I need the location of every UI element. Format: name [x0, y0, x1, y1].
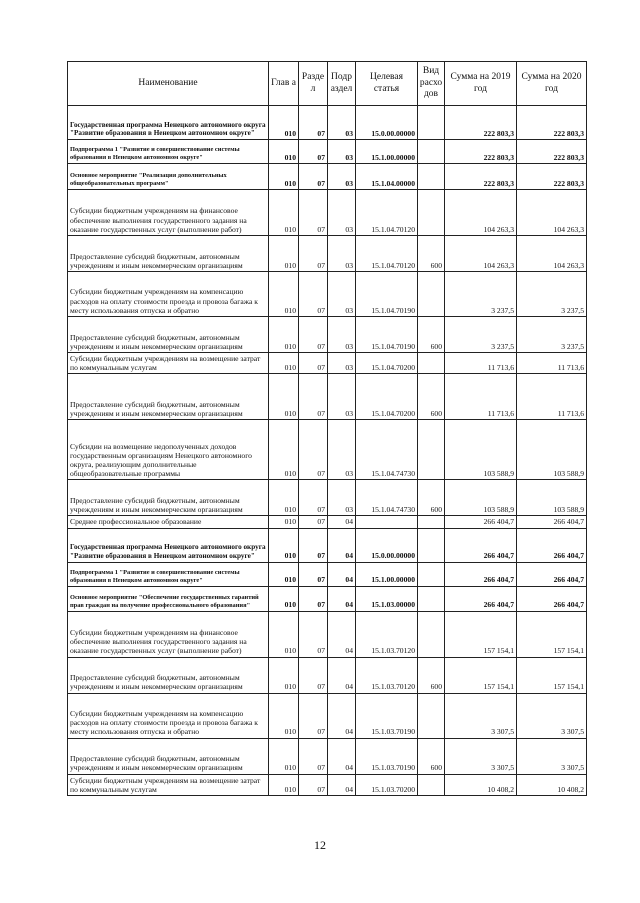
row-sum-2019: 3 237,5: [445, 317, 517, 353]
row-sum-2019: 266 404,7: [445, 586, 517, 611]
row-glava: 010: [269, 140, 299, 164]
row-podrazdel: 03: [328, 480, 356, 516]
row-podrazdel: 03: [328, 190, 356, 236]
row-name: Субсидии бюджетным учреждениям на финансовое обеспечение выполнения государственного задания на оказание государственных услуг (выполнение работ): [68, 611, 269, 657]
row-glava: 010: [269, 657, 299, 693]
header-name: Наименование: [68, 62, 269, 106]
table-row: [68, 586, 587, 611]
row-sum-2019: 3 307,5: [445, 693, 517, 738]
row-statya: 15.1.04.70190: [356, 272, 418, 317]
table-row: [68, 738, 587, 774]
table-row: [68, 611, 587, 657]
row-statya: 15.1.00.00000: [356, 140, 418, 164]
row-sum-2019: 157 154,1: [445, 611, 517, 657]
row-vid: [418, 586, 445, 611]
row-name: Субсидии бюджетным учреждениям на финансовое обеспечение выполнения государственного задания на оказание государственных услуг (выполнение работ): [68, 190, 269, 236]
row-sum-2020: 104 263,3: [517, 190, 587, 236]
row-sum-2020: 103 588,9: [517, 480, 587, 516]
row-podrazdel: 03: [328, 164, 356, 190]
row-podrazdel: 03: [328, 353, 356, 374]
row-sum-2020: 103 588,9: [517, 420, 587, 480]
table-row: [68, 420, 587, 480]
row-glava: 010: [269, 516, 299, 528]
row-glava: 010: [269, 586, 299, 611]
row-sum-2020: 266 404,7: [517, 586, 587, 611]
row-vid: [418, 272, 445, 317]
header-vid: Вид расхо дов: [418, 62, 445, 106]
table-body: [68, 106, 587, 796]
row-vid: [418, 562, 445, 586]
row-glava: 010: [269, 164, 299, 190]
row-sum-2020: 266 404,7: [517, 562, 587, 586]
row-statya: 15.1.03.70200: [356, 774, 418, 795]
row-sum-2019: 103 588,9: [445, 480, 517, 516]
row-sum-2019: 222 803,3: [445, 164, 517, 190]
row-statya: 15.1.04.74730: [356, 480, 418, 516]
row-razdel: 07: [299, 190, 328, 236]
row-sum-2020: 3 307,5: [517, 738, 587, 774]
row-razdel: 07: [299, 562, 328, 586]
row-vid: [418, 190, 445, 236]
row-name: Предоставление субсидий бюджетным, автономным учреждениям и иным некоммерческим организациям: [68, 738, 269, 774]
row-statya: 15.1.04.70120: [356, 190, 418, 236]
row-vid: 600: [418, 738, 445, 774]
row-razdel: 07: [299, 657, 328, 693]
row-name: Субсидии бюджетным учреждениям на компенсацию расходов на оплату стоимости проезда и провоза багажа к месту использования отпуска и обратно: [68, 272, 269, 317]
row-vid: [418, 140, 445, 164]
row-sum-2019: 157 154,1: [445, 657, 517, 693]
row-sum-2019: 103 588,9: [445, 420, 517, 480]
row-razdel: 07: [299, 353, 328, 374]
row-razdel: 07: [299, 164, 328, 190]
table-row: [68, 272, 587, 317]
budget-table: [67, 61, 587, 796]
table-row: [68, 774, 587, 795]
row-glava: 010: [269, 317, 299, 353]
row-razdel: 07: [299, 317, 328, 353]
row-sum-2020: 157 154,1: [517, 611, 587, 657]
row-glava: 010: [269, 480, 299, 516]
page-number: 12: [314, 838, 326, 852]
row-statya: 15.1.04.00000: [356, 164, 418, 190]
document-page: [67, 61, 586, 796]
table-row: [68, 317, 587, 353]
row-name: Среднее профессиональное образование: [68, 516, 269, 528]
row-name: Государственная программа Ненецкого автономного округа "Развитие образования в Ненецком автономном округе": [68, 528, 269, 562]
row-razdel: 07: [299, 236, 328, 272]
row-podrazdel: 04: [328, 586, 356, 611]
row-sum-2020: 266 404,7: [517, 528, 587, 562]
row-razdel: 07: [299, 586, 328, 611]
row-sum-2020: 11 713,6: [517, 374, 587, 420]
table-row: [68, 106, 587, 140]
row-sum-2020: 104 263,3: [517, 236, 587, 272]
row-podrazdel: 04: [328, 516, 356, 528]
row-vid: 600: [418, 480, 445, 516]
row-name: Государственная программа Ненецкого автономного округа "Развитие образования в Ненецком автономном округе": [68, 106, 269, 140]
table-row: [68, 516, 587, 528]
row-statya: 15.1.03.70190: [356, 693, 418, 738]
row-name: Предоставление субсидий бюджетным, автономным учреждениям и иным некоммерческим организациям: [68, 480, 269, 516]
row-glava: 010: [269, 374, 299, 420]
row-sum-2019: 222 803,3: [445, 140, 517, 164]
row-sum-2020: 3 237,5: [517, 272, 587, 317]
row-vid: 600: [418, 374, 445, 420]
row-glava: 010: [269, 236, 299, 272]
row-podrazdel: 03: [328, 317, 356, 353]
row-glava: 010: [269, 562, 299, 586]
row-name: Субсидии на возмещение недополученных доходов государственным организациям Ненецкого автономного округа, реализующим дополнительные общеобразовательные программы: [68, 420, 269, 480]
row-razdel: 07: [299, 774, 328, 795]
row-name: Предоставление субсидий бюджетным, автономным учреждениям и иным некоммерческим организациям: [68, 657, 269, 693]
row-vid: 600: [418, 317, 445, 353]
row-glava: 010: [269, 528, 299, 562]
row-name: Предоставление субсидий бюджетным, автономным учреждениям и иным некоммерческим организациям: [68, 236, 269, 272]
row-sum-2019: 104 263,3: [445, 236, 517, 272]
row-statya: 15.0.00.00000: [356, 106, 418, 140]
row-sum-2019: 104 263,3: [445, 190, 517, 236]
row-statya: [356, 516, 418, 528]
row-statya: 15.1.03.70120: [356, 657, 418, 693]
row-sum-2020: 11 713,6: [517, 353, 587, 374]
row-statya: 15.1.04.70120: [356, 236, 418, 272]
row-podrazdel: 04: [328, 562, 356, 586]
row-name: Предоставление субсидий бюджетным, автономным учреждениям и иным некоммерческим организациям: [68, 374, 269, 420]
table-row: [68, 480, 587, 516]
row-name: Подпрограмма 1 "Развитие и совершенствование системы образования в Ненецком автономном округе": [68, 140, 269, 164]
table-row: [68, 528, 587, 562]
row-sum-2019: 11 713,6: [445, 374, 517, 420]
row-glava: 010: [269, 693, 299, 738]
row-razdel: 07: [299, 693, 328, 738]
row-sum-2019: 222 803,3: [445, 106, 517, 140]
row-sum-2020: 157 154,1: [517, 657, 587, 693]
row-podrazdel: 04: [328, 611, 356, 657]
row-vid: [418, 353, 445, 374]
table-row: [68, 657, 587, 693]
row-sum-2020: 10 408,2: [517, 774, 587, 795]
row-statya: 15.1.03.70190: [356, 738, 418, 774]
row-name: Подпрограмма 1 "Развитие и совершенствование системы образования в Ненецком автономном округе": [68, 562, 269, 586]
row-statya: 15.1.04.74730: [356, 420, 418, 480]
row-razdel: 07: [299, 106, 328, 140]
row-vid: [418, 164, 445, 190]
row-razdel: 07: [299, 420, 328, 480]
row-vid: 600: [418, 657, 445, 693]
row-sum-2020: 222 803,3: [517, 164, 587, 190]
row-sum-2020: 266 404,7: [517, 516, 587, 528]
row-razdel: 07: [299, 611, 328, 657]
row-statya: 15.0.00.00000: [356, 528, 418, 562]
row-statya: 15.1.03.70120: [356, 611, 418, 657]
table-row: [68, 236, 587, 272]
table-row: [68, 693, 587, 738]
header-podrazdel: Подр аздел: [328, 62, 356, 106]
row-glava: 010: [269, 353, 299, 374]
row-podrazdel: 04: [328, 738, 356, 774]
row-sum-2020: 222 803,3: [517, 140, 587, 164]
row-podrazdel: 04: [328, 774, 356, 795]
row-vid: [418, 106, 445, 140]
row-name: Субсидии бюджетным учреждениям на компенсацию расходов на оплату стоимости проезда и провоза багажа к месту использования отпуска и обратно: [68, 693, 269, 738]
row-name: Предоставление субсидий бюджетным, автономным учреждениям и иным некоммерческим организациям: [68, 317, 269, 353]
row-vid: 600: [418, 236, 445, 272]
row-razdel: 07: [299, 738, 328, 774]
row-sum-2019: 266 404,7: [445, 528, 517, 562]
row-glava: 010: [269, 611, 299, 657]
row-podrazdel: 03: [328, 420, 356, 480]
row-name: Субсидии бюджетным учреждениям на возмещение затрат по коммунальным услугам: [68, 353, 269, 374]
row-name: Основное мероприятие "Обеспечение государственных гарантий прав граждан на получение профессионального образования": [68, 586, 269, 611]
row-sum-2019: 266 404,7: [445, 516, 517, 528]
row-vid: [418, 528, 445, 562]
row-razdel: 07: [299, 374, 328, 420]
row-statya: 15.1.00.00000: [356, 562, 418, 586]
table-row: [68, 190, 587, 236]
table-row: [68, 353, 587, 374]
row-vid: [418, 611, 445, 657]
row-glava: 010: [269, 420, 299, 480]
row-podrazdel: 04: [328, 693, 356, 738]
header-glava: Глав а: [269, 62, 299, 106]
table-row: [68, 374, 587, 420]
row-vid: [418, 420, 445, 480]
row-glava: 010: [269, 272, 299, 317]
row-podrazdel: 03: [328, 374, 356, 420]
table-header-row: [68, 62, 587, 106]
row-sum-2020: 3 237,5: [517, 317, 587, 353]
row-glava: 010: [269, 190, 299, 236]
row-razdel: 07: [299, 272, 328, 317]
row-name: Основное мероприятие "Реализация дополнительных общеобразовательных программ": [68, 164, 269, 190]
row-statya: 15.1.04.70190: [356, 317, 418, 353]
row-razdel: 07: [299, 516, 328, 528]
row-name: Субсидии бюджетным учреждениям на возмещение затрат по коммунальным услугам: [68, 774, 269, 795]
table-row: [68, 164, 587, 190]
header-razdel: Разде л: [299, 62, 328, 106]
row-podrazdel: 03: [328, 140, 356, 164]
row-sum-2020: 222 803,3: [517, 106, 587, 140]
row-vid: [418, 516, 445, 528]
row-podrazdel: 03: [328, 272, 356, 317]
row-sum-2019: 3 307,5: [445, 738, 517, 774]
row-podrazdel: 04: [328, 528, 356, 562]
row-statya: 15.1.03.00000: [356, 586, 418, 611]
row-glava: 010: [269, 774, 299, 795]
row-sum-2019: 10 408,2: [445, 774, 517, 795]
row-sum-2020: 3 307,5: [517, 693, 587, 738]
row-podrazdel: 04: [328, 657, 356, 693]
table-row: [68, 140, 587, 164]
row-razdel: 07: [299, 528, 328, 562]
row-podrazdel: 03: [328, 106, 356, 140]
row-vid: [418, 774, 445, 795]
row-podrazdel: 03: [328, 236, 356, 272]
row-sum-2019: 266 404,7: [445, 562, 517, 586]
row-glava: 010: [269, 738, 299, 774]
row-razdel: 07: [299, 140, 328, 164]
table-row: [68, 562, 587, 586]
row-sum-2019: 11 713,6: [445, 353, 517, 374]
row-vid: [418, 693, 445, 738]
row-statya: 15.1.04.70200: [356, 353, 418, 374]
header-sum-2020: Сумма на 2020 год: [517, 62, 587, 106]
row-glava: 010: [269, 106, 299, 140]
row-razdel: 07: [299, 480, 328, 516]
row-sum-2019: 3 237,5: [445, 272, 517, 317]
header-statya: Целевая статья: [356, 62, 418, 106]
row-statya: 15.1.04.70200: [356, 374, 418, 420]
header-sum-2019: Сумма на 2019 год: [445, 62, 517, 106]
